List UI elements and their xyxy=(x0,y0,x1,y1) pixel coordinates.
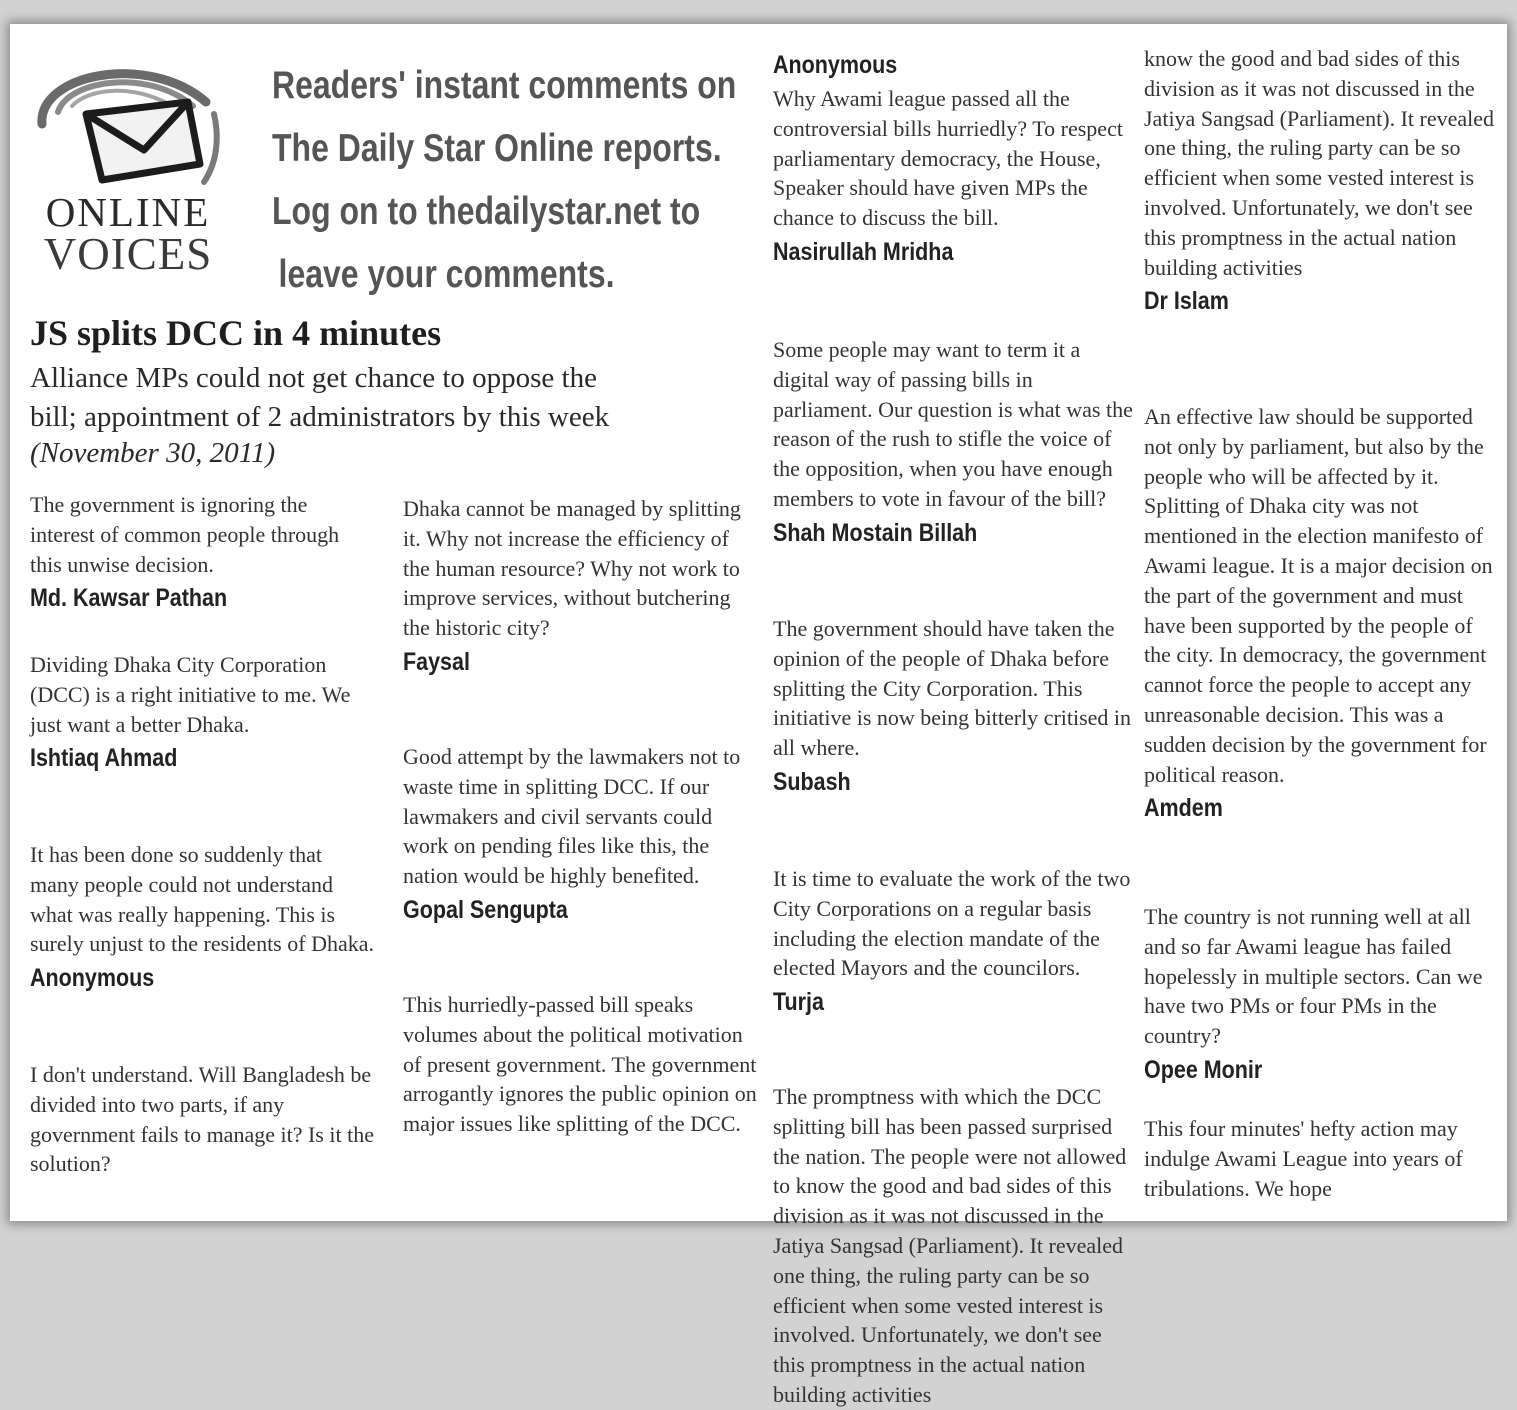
deck-line: bill; appointment of 2 administrators by this week xyxy=(30,401,610,433)
comment-author: Nasirullah Mridha xyxy=(773,237,954,266)
comment-text: This four minutes' hefty action may indulge Awami League into years of tribulations. We hope xyxy=(1144,1116,1463,1201)
comment xyxy=(773,335,1133,548)
comment-text: I don't understand. Will Bangladesh be divided into two parts, if any government fails to manage it? Is it the solution? xyxy=(30,1062,374,1177)
comment xyxy=(773,1082,1133,1410)
comment xyxy=(773,864,1133,1017)
comment xyxy=(30,650,375,773)
comment xyxy=(773,84,1133,267)
comment-author: Opee Monir xyxy=(1144,1055,1263,1084)
deck-line: Alliance MPs could not get chance to oppose the xyxy=(30,362,597,394)
comment-author: Anonymous xyxy=(30,964,155,993)
comment-author: Ishtiaq Ahmad xyxy=(30,744,178,773)
comment-text: The promptness with which the DCC splitting bill has been passed surprised the nation. The people were not allowed to know the good and bad sides of this division as it was not discussed in the Jatiya Sangsad (Parliament). It revealed one thing, the ruling party can be so efficient when some vested interest is involved. Unfortunately, we don't see this promptness in the actual nation building activities xyxy=(773,1084,1127,1407)
comment-text: Dividing Dhaka City Corporation (DCC) is a right initiative to me. We just want a better Dhaka. xyxy=(30,652,351,737)
article-deck xyxy=(30,359,770,437)
newspaper-clipping xyxy=(10,24,1507,1407)
logo-word-voices: VOICES xyxy=(43,229,213,279)
comment xyxy=(30,1060,375,1179)
comment xyxy=(403,494,758,677)
comment-text: Dhaka cannot be managed by splitting it. Why not increase the efficiency of the human resource? Why not work to improve services, without butchering the historic city? xyxy=(403,496,741,641)
promo-line: leave your comments. xyxy=(278,253,615,296)
comment-author: Shah Mostain Billah xyxy=(773,518,978,547)
comment-text: Some people may want to term it a digital way of passing bills in parliament. Our question is what was the reason of the rush to stifle the voice of the opposition, when you have enough members to vote in favour of the bill? xyxy=(773,337,1133,511)
article-date: (November 30, 2011) xyxy=(30,437,276,469)
comment-text: know the good and bad sides of this division as it was not discussed in the Jatiya Sangsad (Parliament). It revealed one thing, the ruling party can be so efficient when some vested interest is involved. Unfortunately, we don't see this promptness in the actual nation building activities xyxy=(1144,46,1495,280)
online-voices-logo xyxy=(28,54,228,279)
comment xyxy=(1144,402,1504,823)
comment-text: The country is not running well at all and so far Awami league has failed hopelessly in multiple sectors. Can we have two PMs or four PMs in the country? xyxy=(1144,904,1483,1049)
comment-author: Subash xyxy=(773,767,851,796)
comment-author: Faysal xyxy=(403,647,470,676)
comment xyxy=(403,742,758,925)
comment xyxy=(1144,1114,1504,1203)
comment-author: Amdem xyxy=(1144,794,1223,823)
comment xyxy=(403,990,758,1139)
logo-word-online: ONLINE xyxy=(45,189,211,235)
comment-text: It is time to evaluate the work of the two City Corporations on a regular basis including the election mandate of the elected Mayors and the councilors. xyxy=(773,866,1131,981)
promo-line: Readers' instant comments on xyxy=(272,64,737,107)
comment-text: The government should have taken the opinion of the people of Dhaka before splitting the City Corporation. This initiative is now being bitterly critised in all where. xyxy=(773,616,1132,761)
comment-text: The government is ignoring the interest of common people through this unwise decision. xyxy=(30,492,340,577)
comment-text: An effective law should be supported not only by parliament, but also by the people who will be affected by it. Splitting of Dhaka city was not mentioned in the election manifesto of Awami league. It is a major decision on the part of the government and must have been supported by the people of the city. In democracy, the government cannot force the people to accept any unreasonable decision. This was a sudden decision by the government for political reason. xyxy=(1144,404,1493,787)
comment-text: Why Awami league passed all the controversial bills hurriedly? To respect parliamentary democracy, the House, Speaker should have given MPs the chance to discuss the bill. xyxy=(773,86,1123,231)
comment xyxy=(30,490,375,613)
comment xyxy=(1144,44,1504,316)
comment xyxy=(1144,902,1504,1085)
comment-author: Turja xyxy=(773,988,824,1017)
comment-author-top xyxy=(773,50,1133,80)
comment-author: Anonymous xyxy=(773,51,898,79)
promo-line: Log on to thedailystar.net to xyxy=(272,190,701,233)
comment xyxy=(773,614,1133,797)
comment-text: It has been done so suddenly that many people could not understand what was really happening. This is surely unjust to the residents of Dhaka. xyxy=(30,842,374,957)
envelope-icon xyxy=(28,54,228,194)
promo-line: The Daily Star Online reports. xyxy=(272,127,722,170)
comment xyxy=(30,840,375,993)
promo-block xyxy=(272,54,737,306)
comment-text: This hurriedly-passed bill speaks volumes about the political motivation of present government. The government arrogantly ignores the public opinion on major issues like splitting of the DCC. xyxy=(403,992,757,1137)
comment-author: Md. Kawsar Pathan xyxy=(30,584,228,613)
comment-text: Good attempt by the lawmakers not to waste time in splitting DCC. If our lawmakers and civil servants could work on pending files like this, the nation would be highly benefited. xyxy=(403,744,741,889)
comment-author: Gopal Sengupta xyxy=(403,895,568,924)
article-headline: JS splits DCC in 4 minutes xyxy=(30,313,442,353)
comment-author: Dr Islam xyxy=(1144,287,1229,316)
